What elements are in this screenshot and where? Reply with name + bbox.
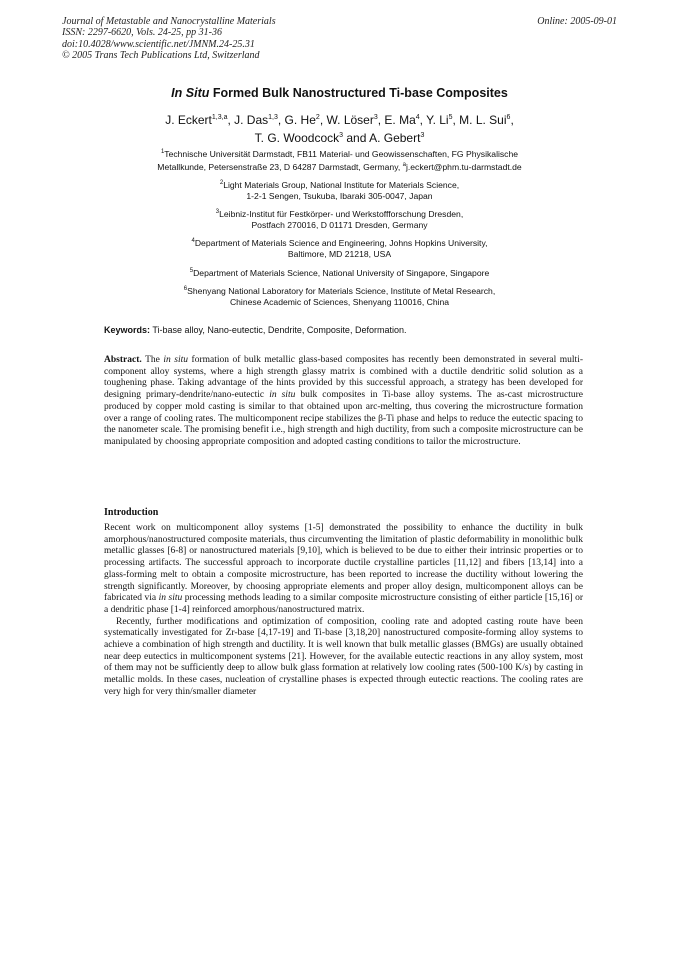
journal-name: Journal of Metastable and Nanocrystalline Materials: [62, 16, 276, 27]
paragraph: [104, 523, 583, 617]
title-italic-part: In Situ: [171, 86, 210, 100]
affiliation-text: Metallkunde, Petersenstraße 23, D 64287 Darmstadt, Germany,: [157, 161, 403, 172]
author-sup: 4: [415, 114, 420, 121]
affiliation-sup: 5: [189, 268, 194, 274]
affiliation-text: Leibniz-Institut für Festkörper- und Werkstoffforschung Dresden,: [219, 208, 464, 219]
affiliation-2: [62, 178, 617, 202]
paper-title: [62, 86, 617, 100]
affiliation-text: Postfach 270016, D 01171 Dresden, Germany: [251, 220, 428, 231]
abstract-label: Abstract.: [104, 355, 142, 365]
abstract: [104, 355, 583, 449]
abstract-text: bulk composites in Ti-base alloy systems. The as-cast microstructure produced by copper mold casting is similar to that obtained upon arc-melting, thus covering the microstructure formation over a range of cooling rates. The multicomponent recipe stabilizes the β-Ti phase and helps to reduce the eutectic spacing to the nanometer scale. The promising benefit i.e., high strength and high ductility, from such a composite microstructure can be manipulated by choosing appropriate composition and adopted casting conditions to tailor the microstructure.: [104, 390, 583, 447]
author-name: T. G. Woodcock: [254, 131, 340, 145]
affiliation-sup: 6: [183, 286, 188, 292]
author-name: , M. L. Sui: [452, 113, 507, 127]
affiliation-text: Baltimore, MD 21218, USA: [287, 249, 392, 260]
keywords-text: Ti-base alloy, Nano-eutectic, Dendrite, Composite, Deformation.: [150, 325, 407, 335]
affiliation-sup: 4: [191, 238, 195, 244]
affiliation-text: Department of Materials Science, National University of Singapore, Singapore: [193, 267, 490, 278]
abstract-text: The: [141, 355, 164, 365]
journal-doi: doi:10.4028/www.scientific.net/JMNM.24-25.31: [62, 38, 255, 50]
paragraph-text: Recent work on multicomponent alloy systems [1-5] demonstrated the possibility to enhance the ductility in bulk amorphous/nanostructured composite materials, thus circumventing the limitation of plastic deformability in monolithic bulk metallic glasses [6-8] or nanostructured materials [9,10], which is believed to be due to either their intrinsic properties or to processing artifacts. The successful approach to incorporate ductile crystalline particles [11,12] and fibers [13,14] into a glass-forming melt to obtain a composite microstructure, has been reported to increase the ductility without lowering the strength significantly. Moreover, by choosing appropriate elements and proper alloy design, multicomponent alloys can be fabricated via: [104, 523, 583, 604]
affiliation-text: Department of Materials Science and Engineering, Johns Hopkins University,: [194, 237, 488, 248]
journal-copyright: © 2005 Trans Tech Publications Ltd, Switzerland: [62, 50, 260, 62]
title-rest: Formed Bulk Nanostructured Ti-base Composites: [209, 86, 508, 100]
author-sup: 6: [506, 114, 511, 121]
author-sup: 2: [315, 114, 320, 121]
author-name: , E. Ma: [377, 113, 416, 127]
affiliation-sup: 3: [215, 209, 220, 215]
author-separator: ,: [510, 113, 514, 127]
affiliation-text: Chinese Academic of Sciences, Shenyang 110016, China: [229, 297, 450, 308]
paragraph: Recently, further modifications and optimization of composition, cooling rate and adopted casting route have been systematically investigated for Zr-base [4,17-19] and Ti-base [3,18,20] nanostructured composite-forming alloy systems to achieve a combination of high strength and ductility. It is well known that bulk metallic glasses (BMGs) are usually obtained near deep eutectics in multicomponent systems [21]. However, for the available eutectic reactions in any alloy system, most of them may not be sufficiently deep to allow bulk glass formation at relatively low cooling rates (500-100 K/s) by casting in metallic molds. In these cases, nucleation of crystalline phases is expected through eutectic reactions. The cooling rates are very high for very thin/smaller diameter: [104, 616, 583, 697]
online-date: Online: 2005-09-01: [537, 16, 617, 27]
abstract-italic: in situ: [269, 390, 296, 401]
affiliation-text: Shenyang National Laboratory for Materials Science, Institute of Metal Research,: [187, 285, 496, 296]
section-heading-introduction: Introduction: [104, 507, 159, 518]
introduction-body: [104, 523, 583, 699]
author-sup: 3: [339, 132, 344, 139]
affiliation-4: [62, 236, 617, 260]
affiliation-6: [62, 284, 617, 308]
affiliation-sup: 2: [219, 180, 224, 186]
email-sup: a: [402, 162, 406, 169]
author-list: [62, 110, 617, 146]
author-line-1: [62, 110, 617, 128]
author-sup: 3: [420, 132, 425, 139]
affiliation-text: Light Materials Group, National Institute for Materials Science,: [223, 179, 460, 190]
author-name: , Y. Li: [419, 113, 449, 127]
keywords: [104, 325, 584, 335]
journal-issn: ISSN: 2297-6620, Vols. 24-25, pp 31-36: [62, 27, 222, 39]
paragraph-text: processing methods leading to a similar composite microstructure consisting of either particle [15,16] or a dendritic phase [1-4] reinforced amorphous/nanostructured matrix.: [104, 593, 583, 615]
affiliation-5: [62, 266, 617, 279]
author-email: j.eckert@phm.tu-darmstadt.de: [405, 161, 522, 172]
affiliation-text: 1-2-1 Sengen, Tsukuba, Ibaraki 305-0047, Japan: [246, 191, 433, 202]
author-sup: 1,3: [268, 114, 278, 121]
paragraph-italic: in situ: [158, 593, 183, 604]
author-line-2: [62, 128, 617, 146]
keywords-label: Keywords:: [104, 325, 151, 335]
author-name: , W. Löser: [319, 113, 374, 127]
journal-header: [62, 16, 617, 66]
author-conjunction: and: [343, 131, 370, 145]
abstract-italic: in situ: [163, 355, 189, 365]
author-sup: 1,3,a: [211, 114, 228, 121]
affiliation-1: [62, 147, 617, 173]
affiliation-3: [62, 207, 617, 231]
affiliation-text: Technische Universität Darmstadt, FB11 Material- und Geowissenschaften, FG Physikalische: [164, 148, 519, 159]
author-name: J. Eckert: [165, 113, 212, 127]
author-name: , G. He: [277, 113, 316, 127]
affiliation-sup: 1: [160, 149, 165, 155]
author-sup: 3: [373, 114, 378, 121]
author-name: A. Gebert: [369, 131, 421, 145]
author-sup: 5: [448, 114, 453, 121]
abstract-text: formation of bulk metallic glass-based composites has recently been demonstrated in several multi-component alloy systems, where a high strength glassy matrix is combined with a ductile dendritic solid solution as a toughening phase. Taking advantage of the hints provided by this successful approach, a strategy has been developed for designing primary-dendrite/nano-eutectic: [104, 355, 583, 401]
author-name: , J. Das: [227, 113, 269, 127]
